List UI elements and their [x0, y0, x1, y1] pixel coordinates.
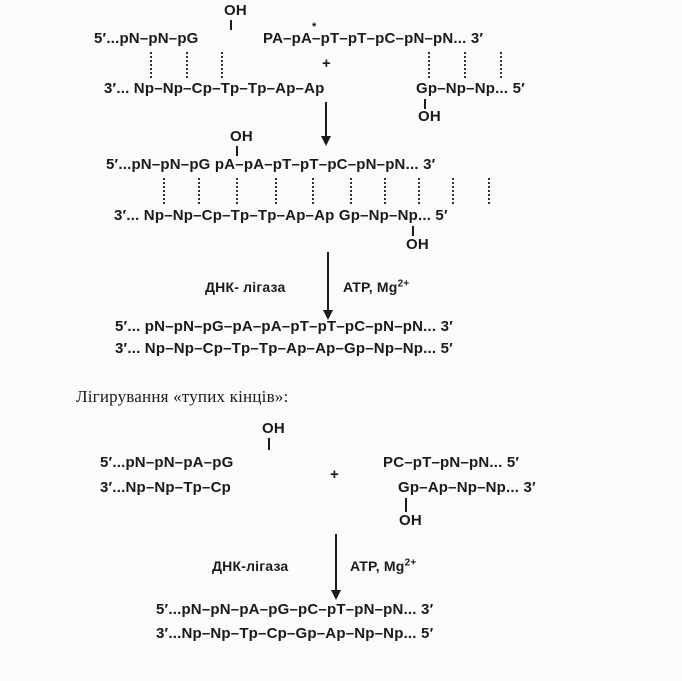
annealed-strand-bottom: 3′... Np–Np–Cp–Tp–Tp–Ap–Ap Gp–Np–Np... 5′	[114, 207, 448, 224]
pairing-dots	[163, 178, 165, 204]
oh-bond-line	[412, 226, 414, 236]
blunt-right-top: PC–pT–pN–pN... 5′	[383, 454, 520, 471]
pairing-dots	[221, 52, 223, 78]
hydroxyl-label-annealed-bottom: OH	[406, 236, 429, 253]
pairing-dots	[198, 178, 200, 204]
pairing-dots	[312, 178, 314, 204]
cofactor-label: ATP, $Mg^{2+}$	[350, 557, 417, 574]
blunt-product-top: 5′...pN–pN–pA–pG–pC–pT–pN–pN... 3′	[156, 601, 434, 618]
hydroxyl-label-top: OH	[262, 420, 285, 437]
blunt-product-bottom: 3′...Np–Np–Tp–Cp–Gp–Ap–Np–Np... 5′	[156, 625, 434, 642]
enzyme-label: ДНК-лігаза	[212, 558, 289, 574]
strand-top-right: PA–pA–pT–pT–pC–pN–pN... 3′	[263, 30, 484, 47]
pairing-dots	[150, 52, 152, 78]
oh-bond-line	[268, 438, 270, 450]
ligated-product-bottom: 3′... Np–Np–Cp–Tp–Tp–Ap–Ap–Gp–Np–Np... 5′	[115, 340, 453, 357]
pairing-dots	[384, 178, 386, 204]
asterisk-mark: *	[312, 21, 317, 33]
pairing-dots	[500, 52, 502, 78]
pairing-dots	[186, 52, 188, 78]
annealed-strand-top: 5′...pN–pN–pG pA–pA–pT–pT–pC–pN–pN... 3′	[106, 156, 436, 173]
strand-top-left: 5′...pN–pN–pG	[94, 30, 199, 47]
oh-bond-line	[236, 146, 238, 156]
pairing-dots	[488, 178, 490, 204]
strand-bottom-left: 3′... Np–Np–Cp–Tp–Tp–Ap–Ap	[104, 80, 325, 97]
cofactor-label: ATP, $Mg^{2+}$	[343, 278, 410, 295]
blunt-left-bottom: 3′...Np–Np–Tp–Cp	[100, 479, 231, 496]
pairing-dots	[236, 178, 238, 204]
section-heading: Лігирування «тупих кінців»:	[76, 387, 289, 406]
oh-bond-line	[230, 20, 232, 30]
ligated-product-top: 5′... pN–pN–pG–pA–pA–pT–pT–pC–pN–pN... 3′	[115, 318, 453, 335]
pairing-dots	[275, 178, 277, 204]
pairing-dots	[350, 178, 352, 204]
pairing-dots	[464, 52, 466, 78]
hydroxyl-label-bottom: OH	[399, 512, 422, 529]
oh-bond-line	[405, 498, 407, 512]
enzyme-label: ДНК- лігаза	[205, 279, 286, 295]
hydroxyl-label-bottom: OH	[418, 108, 441, 125]
blunt-right-bottom: Gp–Ap–Np–Np... 3′	[398, 479, 536, 496]
hydroxyl-label-annealed: OH	[230, 128, 253, 145]
blunt-left-top: 5′...pN–pN–pA–pG	[100, 454, 234, 471]
pairing-dots	[452, 178, 454, 204]
hydroxyl-label-top: OH	[224, 2, 247, 19]
plus-sign: +	[330, 466, 339, 483]
pairing-dots	[428, 52, 430, 78]
strand-bottom-right: Gp–Np–Np... 5′	[416, 80, 525, 97]
plus-sign: +	[322, 55, 331, 72]
pairing-dots	[418, 178, 420, 204]
